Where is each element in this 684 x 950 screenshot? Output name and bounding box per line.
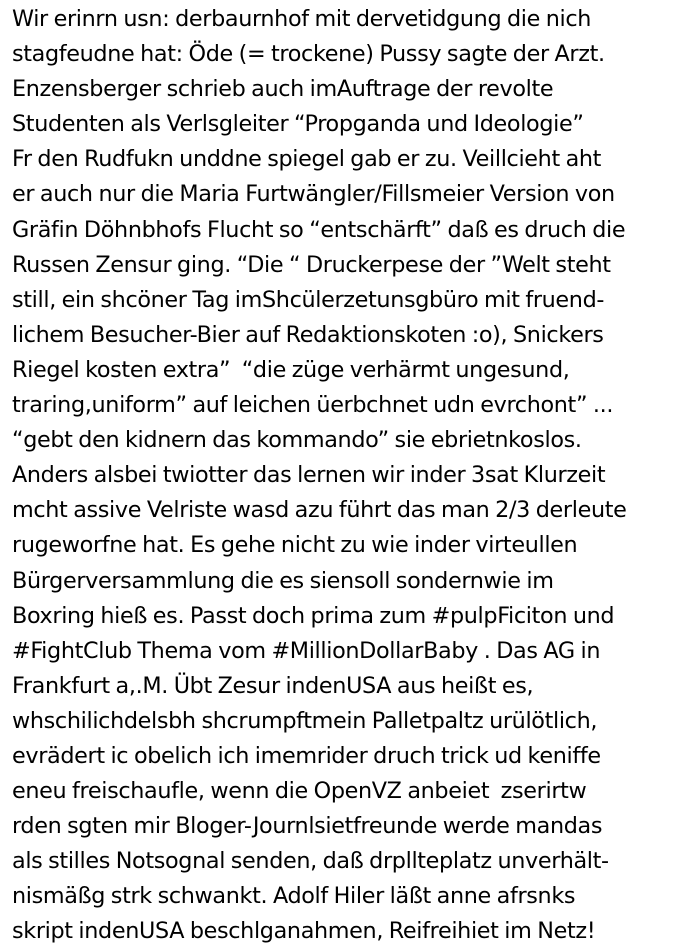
text-line: Frankfurt a,.M. Übt Zesur indenUSA aus heißt es,	[12, 672, 534, 699]
text-line: Studenten als Verlsgleiter “Propganda und Ideologie”	[12, 111, 584, 138]
text-line: skript indenUSA beschlganahmen, Reifreihiet im Netz!	[12, 918, 596, 945]
text-line: Enzensberger schrieb auch imAuftrage der revolte	[12, 76, 554, 103]
text-line: mcht assive Velriste wasd azu führt das man 2/3 derleute	[12, 497, 627, 524]
document-text	[12, 2, 680, 950]
text-line: Wir erinrn usn: derbaurnhof mit dervetidgung die nich	[12, 6, 592, 32]
text-line: nismäßg strk schwankt. Adolf Hiler läßt anne afrsnks	[12, 883, 576, 910]
text-line: stagfeudne hat: Öde (= trockene) Pussy sagte der Arzt.	[12, 41, 605, 68]
text-line: eneu freischaufle, wenn die OpenVZ anbeiet zserirtw	[12, 778, 587, 805]
text-line: als stilles Notsognal senden, daß drpllteplatz unverhält-	[12, 848, 609, 875]
text-line: evrädert ic obelich ich imemrider druch trick ud keniffe	[12, 742, 601, 769]
text-line: er auch nur die Maria Furtwängler/Fillsmeier Version von	[12, 181, 615, 208]
text-line: traring,uniform” auf leichen üerbchnet udn evrchont” ...	[12, 392, 614, 419]
text-line: #FightClub Thema vom #MillionDollarBaby . Das AG in	[12, 637, 601, 664]
text-line: rugeworfne hat. Es gehe nicht zu wie inder virteullen	[12, 532, 578, 559]
text-line: Russen Zensur ging. “Die “ Druckerpese der ”Welt steht	[12, 251, 611, 278]
text-line: Bürgerversammlung die es siensoll sondernwie im	[12, 567, 554, 594]
text-line: rden sgten mir Bloger-Journlsietfreunde werde mandas	[12, 813, 603, 840]
text-line: Anders alsbei twiotter das lernen wir inder 3sat Klurzeit	[12, 462, 606, 489]
text-line: whschilichdelsbh shcrumpftmein Palletpaltz urülötlich,	[12, 707, 598, 734]
text-line: Fr den Rudfukn unddne spiegel gab er zu. Veillcieht aht	[12, 146, 602, 173]
text-line: Gräfin Döhnbhofs Flucht so “entschärft” daß es druch die	[12, 216, 626, 243]
text-line: Boxring hieß es. Passt doch prima zum #pulpFiciton und	[12, 602, 615, 629]
text-line: lichem Besucher-Bier auf Redaktionskoten :o), Snickers	[12, 321, 604, 348]
text-line: Riegel kosten extra” “die züge verhärmt ungesund,	[12, 356, 570, 383]
text-line: “gebt den kidnern das kommando” sie ebrietnkoslos.	[12, 427, 582, 454]
text-line: still, ein shcöner Tag imShcülerzetunsgbüro mit fruend-	[12, 286, 605, 313]
